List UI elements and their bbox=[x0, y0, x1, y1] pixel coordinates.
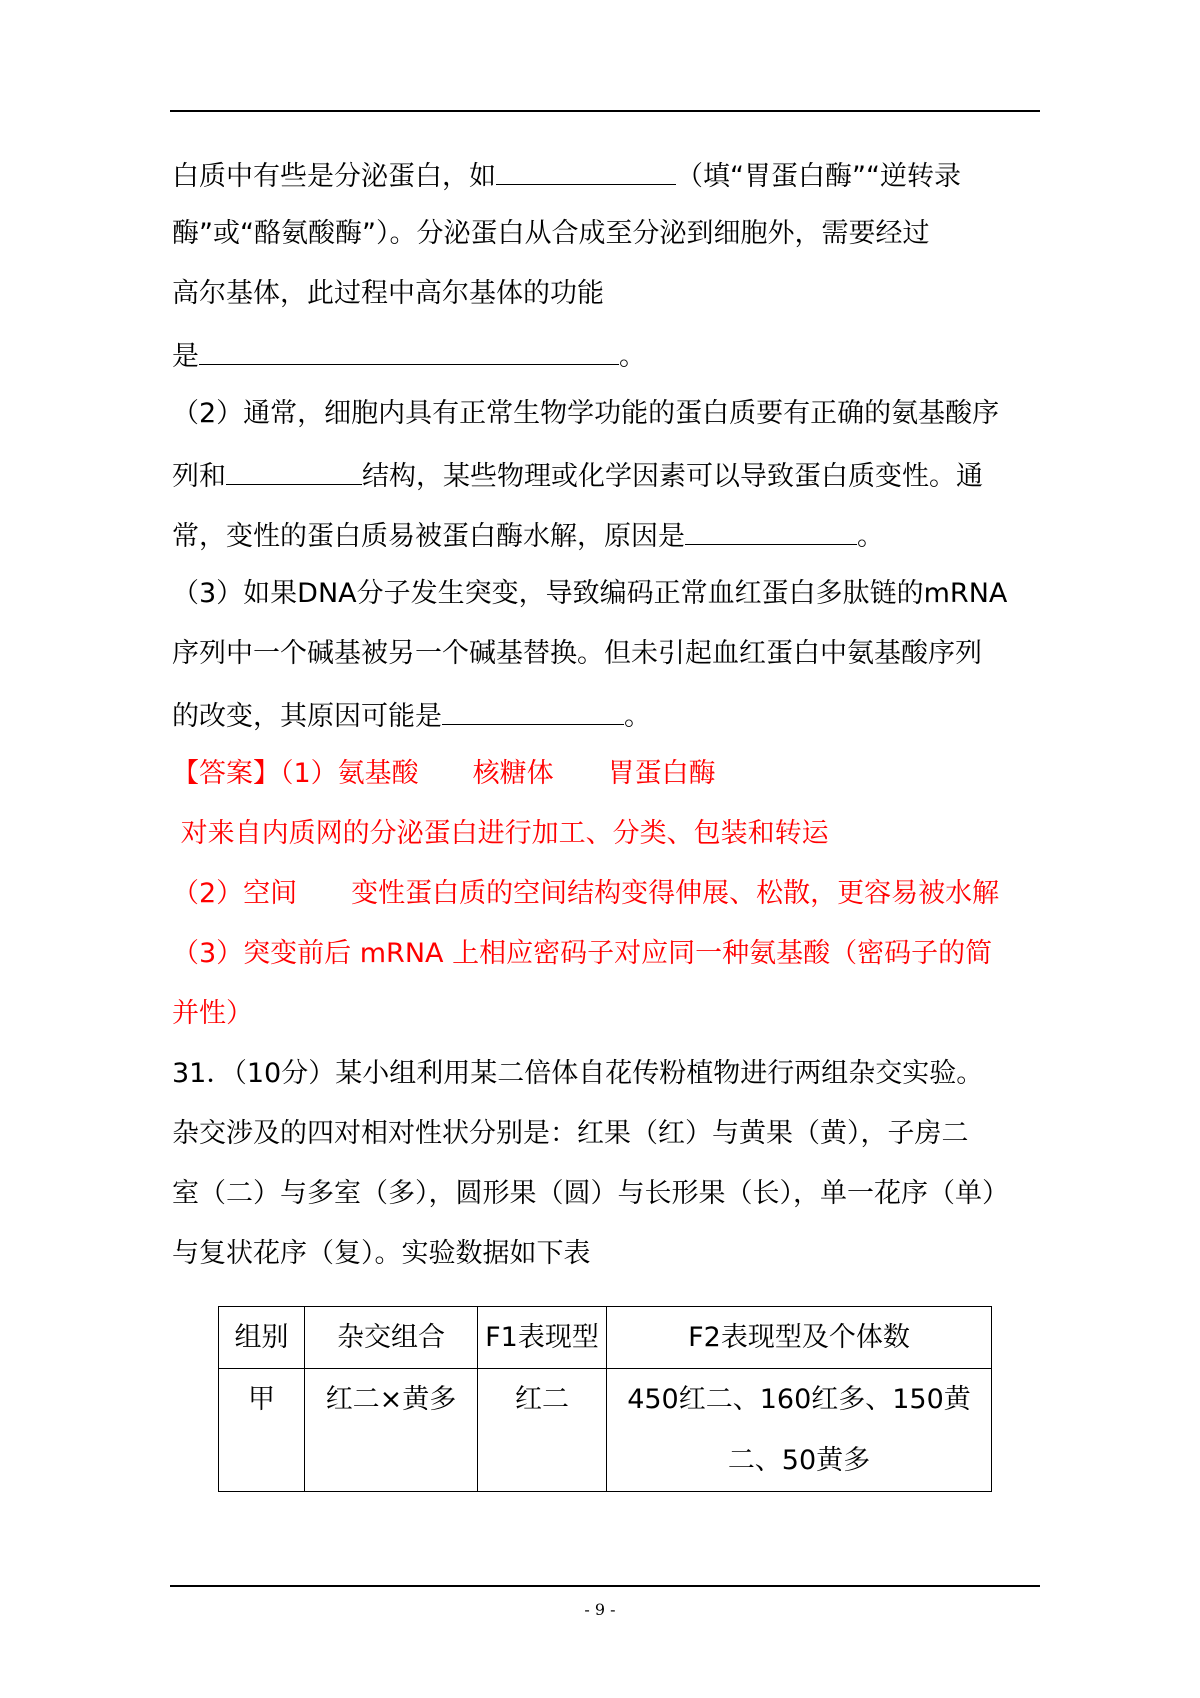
text-line-2: 酶”或“酪氨酸酶”）。分泌蛋白从合成至分泌到细胞外，需要经过 bbox=[172, 218, 930, 249]
text-line-8: （3）如果DNA分子发生突变，导致编码正常血红蛋白多肽链的mRNA bbox=[172, 578, 1008, 609]
header-rule bbox=[170, 110, 1040, 112]
question-31-line-3: 室（二）与多室（多），圆形果（圆）与长形果（长），单一花序（单） bbox=[172, 1178, 1009, 1209]
answer-blank bbox=[496, 154, 676, 185]
table-cell: 红二×黄多 bbox=[305, 1369, 478, 1492]
question-31-line-4: 与复状花序（复）。实验数据如下表 bbox=[172, 1238, 591, 1269]
table-row bbox=[219, 1369, 992, 1492]
page-number: - 9 - bbox=[584, 1600, 616, 1619]
answer-line-5: 并性） bbox=[172, 998, 253, 1029]
text-line-7: 常，变性的蛋白质易被蛋白酶水解，原因是 。 bbox=[172, 514, 884, 557]
text-line-6: 列和 结构，某些物理或化学因素可以导致蛋白质变性。通 bbox=[172, 454, 983, 497]
table-cell: 红二 bbox=[478, 1369, 607, 1492]
table-cell: 甲 bbox=[219, 1369, 305, 1492]
text-line-4: 是 。 bbox=[172, 334, 646, 377]
table-header-cell: 组别 bbox=[219, 1307, 305, 1369]
text-line-1: 白质中有些是分泌蛋白，如 （填“胃蛋白酶”“逆转录 bbox=[172, 154, 961, 197]
answer-line-2: 对来自内质网的分泌蛋白进行加工、分类、包装和转运 bbox=[172, 818, 829, 849]
table-header-cell: 杂交组合 bbox=[305, 1307, 478, 1369]
table-cell: 450红二、160红多、150黄二、50黄多 bbox=[607, 1369, 992, 1492]
answer-line-3: （2）空间 变性蛋白质的空间结构变得伸展、松散，更容易被水解 bbox=[172, 878, 1000, 909]
answer-line-1: 【答案】（1）氨基酸 核糖体 胃蛋白酶 bbox=[172, 758, 716, 789]
text-line-9: 序列中一个碱基被另一个碱基替换。但未引起血红蛋白中氨基酸序列 bbox=[172, 638, 982, 669]
answer-blank bbox=[226, 454, 362, 485]
table-header-row bbox=[219, 1307, 992, 1369]
answer-blank bbox=[442, 694, 624, 725]
footer-rule bbox=[170, 1585, 1040, 1587]
text-line-10: 的改变，其原因可能是 。 bbox=[172, 694, 651, 737]
table-header-cell: F1表现型 bbox=[478, 1307, 607, 1369]
answer-blank bbox=[199, 334, 619, 365]
table-header-cell: F2表现型及个体数 bbox=[607, 1307, 992, 1369]
text-line-3: 高尔基体，此过程中高尔基体的功能 bbox=[172, 278, 604, 309]
question-31-line-2: 杂交涉及的四对相对性状分别是：红果（红）与黄果（黄），子房二 bbox=[172, 1118, 969, 1149]
answer-blank bbox=[685, 514, 857, 545]
answer-line-4: （3）突变前后 mRNA 上相应密码子对应同一种氨基酸（密码子的简 bbox=[172, 938, 993, 969]
question-31-line-1: 31．（10分）某小组利用某二倍体自花传粉植物进行两组杂交实验。 bbox=[172, 1058, 984, 1089]
text-line-5: （2）通常，细胞内具有正常生物学功能的蛋白质要有正确的氨基酸序 bbox=[172, 398, 1000, 429]
experiment-table bbox=[218, 1306, 992, 1492]
